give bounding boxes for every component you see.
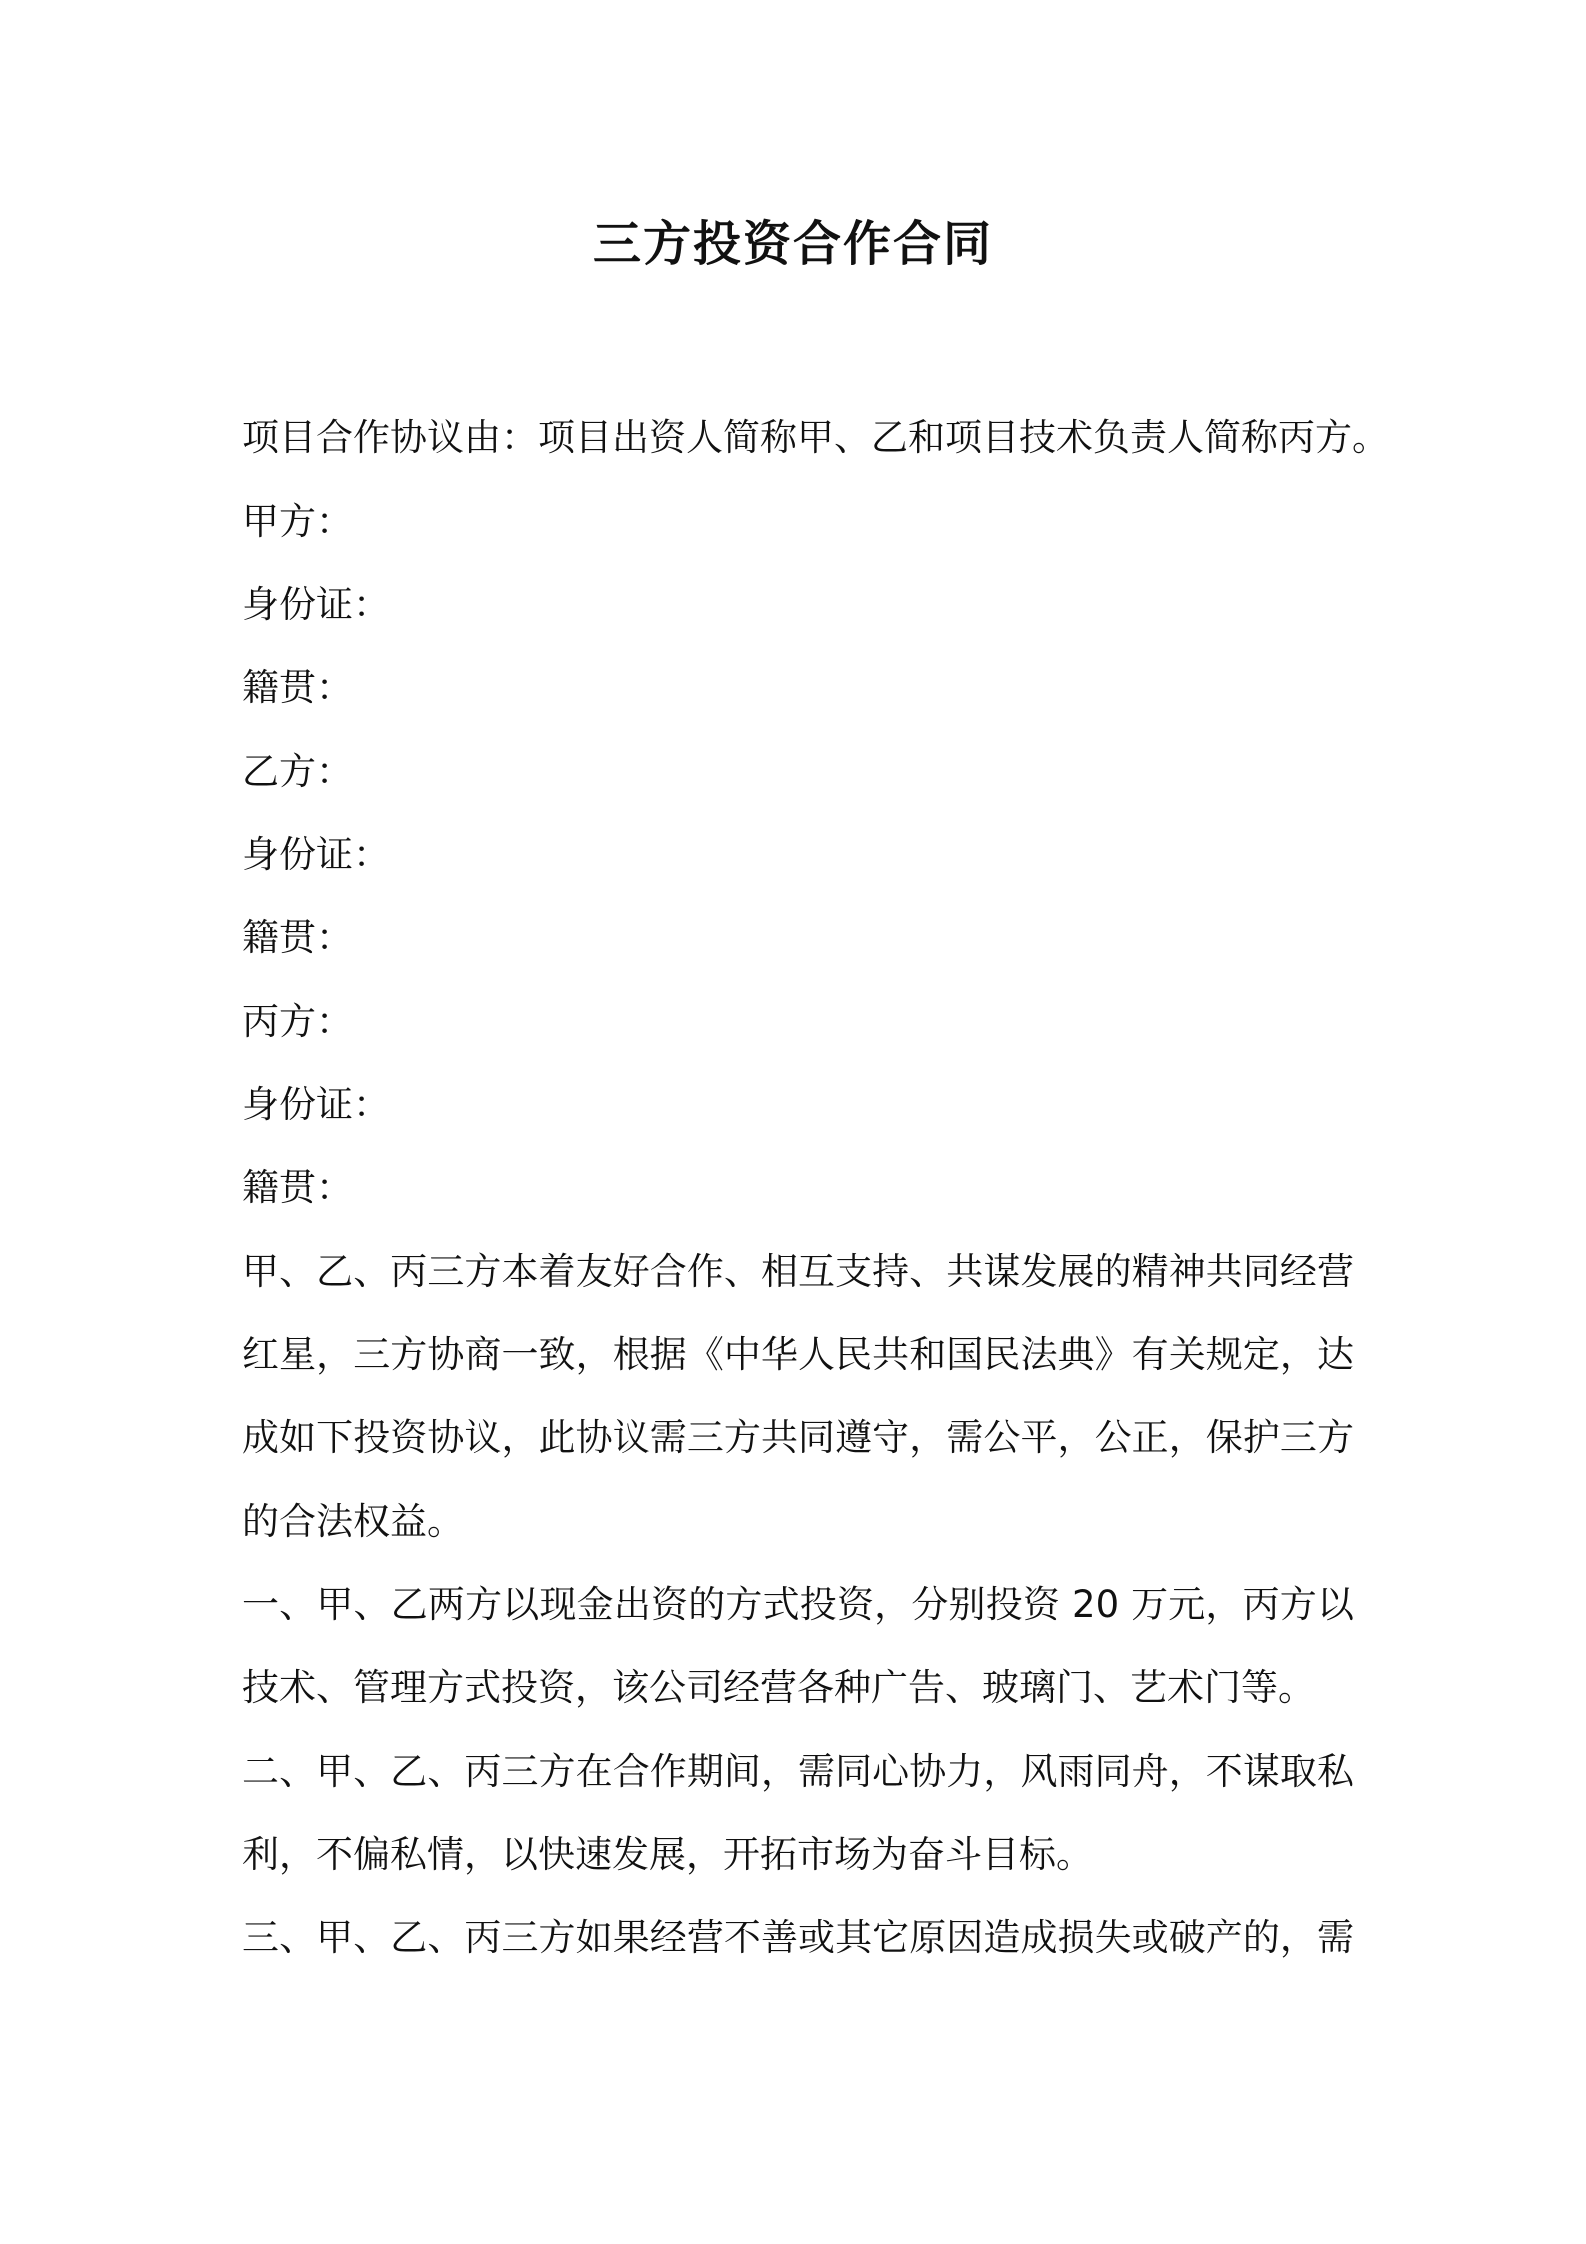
clause-2-line: 二、甲、乙、丙三方在合作期间，需同心协力，风雨同舟，不谋取私: [242, 1750, 1354, 1793]
preamble-line: 成如下投资协议，此协议需三方共同遵守，需公平，公正，保护三方: [242, 1416, 1354, 1459]
clause-3-line: 三、甲、乙、丙三方如果经营不善或其它原因造成损失或破产的，需: [242, 1916, 1354, 1959]
preamble-line: 的合法权益。: [242, 1500, 464, 1543]
party-a-name-label: 甲方：: [242, 500, 353, 543]
preamble-line: 红星，三方协商一致，根据《中华人民共和国民法典》有关规定，达: [242, 1333, 1354, 1376]
clause-1-line: 技术、管理方式投资，该公司经营各种广告、玻璃门、艺术门等。: [242, 1666, 1315, 1709]
intro-text: 项目合作协议由：项目出资人简称甲、乙和项目技术负责人简称丙方。: [242, 416, 1389, 459]
party-c-name-label: 丙方：: [242, 1000, 353, 1043]
party-b-id-label: 身份证：: [242, 833, 390, 876]
party-a-origin-label: 籍贯：: [242, 666, 353, 709]
preamble-line: 甲、乙、丙三方本着友好合作、相互支持、共谋发展的精神共同经营: [242, 1250, 1354, 1293]
document-title: 三方投资合作合同: [592, 216, 993, 272]
party-b-name-label: 乙方：: [242, 750, 353, 793]
clause-2-line: 利，不偏私情，以快速发展，开拓市场为奋斗目标。: [242, 1833, 1093, 1876]
party-b-origin-label: 籍贯：: [242, 916, 353, 959]
party-a-id-label: 身份证：: [242, 583, 390, 626]
party-c-origin-label: 籍贯：: [242, 1166, 353, 1209]
clause-1-line: 一、甲、乙两方以现金出资的方式投资，分别投资 20 万元，丙方以: [242, 1583, 1354, 1626]
party-c-id-label: 身份证：: [242, 1083, 390, 1126]
